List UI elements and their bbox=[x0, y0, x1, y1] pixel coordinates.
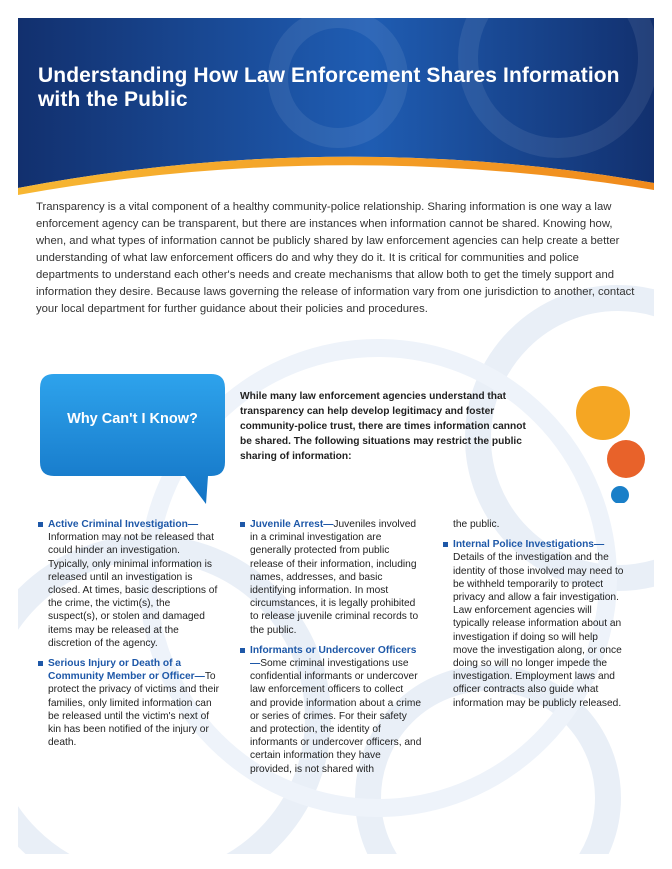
column-right bbox=[443, 518, 625, 717]
page bbox=[18, 18, 654, 854]
column-middle bbox=[240, 518, 422, 783]
list-item bbox=[443, 538, 625, 710]
item-body: Information may not be released that could hinder an investigation. Typically, only minimal information is released until an investigation is closed. At times, basic descriptions of the crime, the victim(s), the suspect(s), or stolen and damaged items may be released at the discretion of the agency. bbox=[48, 532, 218, 649]
square-bullet-icon bbox=[443, 542, 448, 547]
callout-title: Why Can't I Know? bbox=[67, 411, 198, 427]
decorative-dots bbox=[553, 363, 653, 503]
item-continuation: the public. bbox=[453, 519, 500, 530]
item-title: Informants or Undercover Officers bbox=[250, 644, 417, 656]
dot-blue bbox=[611, 486, 629, 503]
item-dash: — bbox=[593, 539, 605, 551]
list-item bbox=[38, 657, 220, 749]
callout-speech-bubble bbox=[40, 374, 225, 504]
item-dash: — bbox=[194, 671, 205, 683]
intro-paragraph: Transparency is a vital component of a healthy community-police relationship. Sharing information is one way a law enforcement agency can be transparent, but there are instances when information cannot be shared. Knowing how, when, and what types of information cannot be publicly shared by law enforcement agencies can help create a better understanding of what law enforcement officers do and why they do it. It is critical for communities and police departments to understand each other's needs and create mechanisms that allow both to get the timely support and information they desire. Because laws governing the release of information vary from one jurisdiction to another, contact your local department for further guidance about their policies and procedures. bbox=[36, 201, 635, 315]
list-item bbox=[240, 518, 422, 637]
header-banner bbox=[18, 18, 654, 208]
item-title: Serious Injury or Death of a Community Member or Officer bbox=[48, 658, 195, 683]
square-bullet-icon bbox=[240, 522, 245, 527]
list-item bbox=[240, 644, 422, 776]
dot-orange bbox=[576, 386, 630, 440]
square-bullet-icon bbox=[38, 661, 43, 666]
item-body: Some criminal investigations use confidential informants or undercover law enforcement officers to collect and provide information about a crime or series of crimes. For their safety and protection, the identity of informants or undercover officers, and certain information they have provided, is not shared with bbox=[250, 658, 422, 775]
dot-red-orange bbox=[607, 440, 645, 478]
page-title: Understanding How Law Enforcement Shares Information with the Public bbox=[38, 64, 620, 111]
square-bullet-icon bbox=[240, 648, 245, 653]
item-title: Internal Police Investigations bbox=[453, 539, 594, 551]
item-title: Juvenile Arrest bbox=[250, 519, 324, 530]
item-body: Details of the investigation and the identity of those involved may need to be withheld temporarily to protect privacy and allow a fair investigation. Law enforcement agencies will typically release information about an investigation if doing so will help move the investigation along, or once doing so will no longer impede the investigation. Employment laws and officer contracts also guide what information may be publicly released. bbox=[453, 552, 624, 709]
item-dash: — bbox=[187, 519, 199, 530]
list-item bbox=[38, 518, 220, 650]
column-left bbox=[38, 518, 220, 756]
item-title: Active Criminal Investigation bbox=[48, 519, 188, 530]
lead-paragraph: While many law enforcement agencies understand that transparency can help develop legitimacy and foster community-police trust, there are times information cannot be shared. The following situations may restrict the public sharing of information: bbox=[240, 391, 526, 462]
item-body: Juveniles involved in a criminal investigation are generally protected from public release of their information, including names, addresses, and basic identifying information. In most circumstances, it is legally prohibited to release juvenile criminal records to the public. bbox=[250, 519, 419, 636]
square-bullet-icon bbox=[38, 522, 43, 527]
item-dash: — bbox=[323, 519, 334, 530]
item-dash: — bbox=[250, 658, 261, 670]
item-body: To protect the privacy of victims and their families, only limited information can be released until the victim's next of kin has been notified of the injury or death. bbox=[48, 671, 219, 749]
